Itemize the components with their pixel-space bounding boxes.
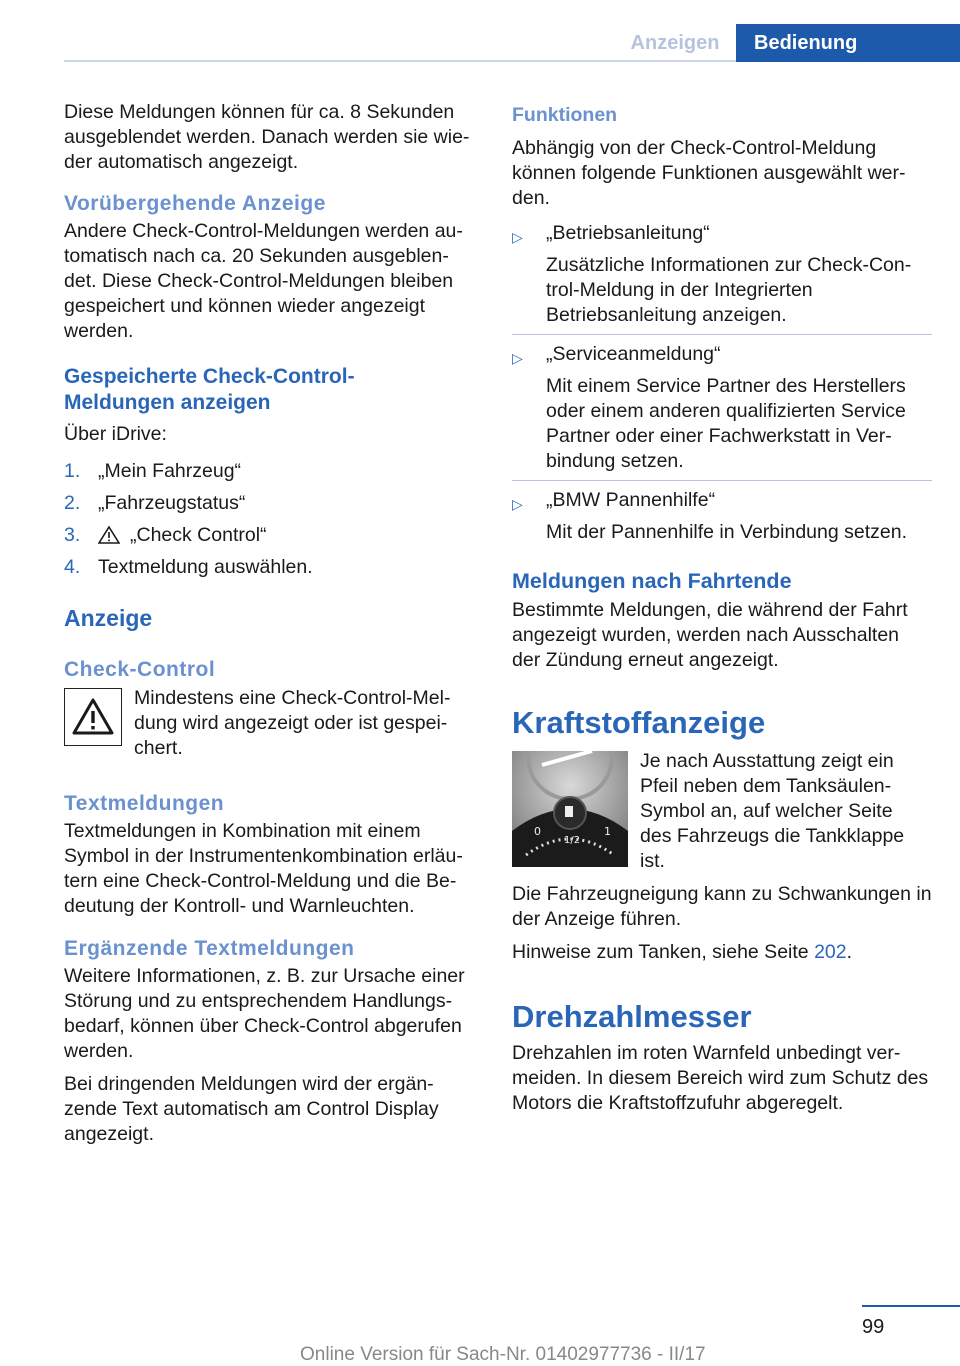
list-item: [512, 221, 932, 328]
step-text: „Check Control“: [130, 523, 267, 546]
footer-rule: [862, 1305, 960, 1307]
gauge-label-empty: 0: [534, 825, 541, 838]
bullet-title: „Serviceanmeldung“: [546, 343, 721, 365]
list-item: [64, 551, 479, 583]
reference-suffix: .: [846, 941, 853, 963]
check-control-row: [64, 686, 479, 761]
heading-anzeige: Anzeige: [64, 605, 153, 631]
page-link-202[interactable]: 202: [814, 941, 847, 963]
step-number: 4.: [64, 555, 81, 578]
step-text: „Fahrzeugstatus“: [98, 491, 246, 514]
textmeldungen-paragraph: Textmeldungen in Kombination mit einem Symbol in der Instrumentenkombination erläu- tern eine Check-Control-Meldung und die Be- deutung der Kontroll- und Warnleuchten.: [64, 820, 463, 917]
bullet-triangle-icon: ▷: [512, 496, 523, 512]
funktionen-paragraph: Abhängig von der Check-Control-Meldung können folgende Funktionen ausgewählt wer- den.: [512, 137, 906, 209]
step-text: „Mein Fahrzeug“: [98, 459, 242, 482]
tab-anzeigen[interactable]: Anzeigen: [630, 32, 720, 54]
heading-meldungen-nach-fahrtende: Meldungen nach Fahrtende: [512, 569, 792, 593]
heading-check-control: Check-Control: [64, 658, 216, 681]
funktionen-list: [512, 221, 932, 545]
bullet-title: „Betriebsanleitung“: [546, 222, 710, 244]
drehzahl-paragraph: Drehzahlen im roten Warnfeld unbedingt ver- meiden. In diesem Bereich wird zum Schutz des Motors die Kraftstoffzufuhr abgeregelt.: [512, 1042, 929, 1114]
step-number: 2.: [64, 491, 81, 514]
gauge-label-half: 1/2: [564, 835, 581, 846]
fahrtende-paragraph: Bestimmte Meldungen, die während der Fahrt angezeigt wurden, werden nach Ausschalten der Zündung erneut angezeigt.: [512, 599, 908, 671]
online-version-footer: Online Version für Sach-Nr. 01402977736 - II/17: [300, 1344, 706, 1365]
ergaenzende-paragraph-1: Weitere Informationen, z. B. zur Ursache einer Störung und zu entsprechendem Handlungs- bedarf, können über Check-Control abgerufen werden.: [64, 965, 465, 1062]
step-number: 1.: [64, 459, 81, 482]
ergaenzende-paragraph-2: Bei dringenden Meldungen wird der ergän- zende Text automatisch am Control Display angezeigt.: [64, 1073, 439, 1145]
heading-ergaenzende-textmeldungen: Ergänzende Textmeldungen: [64, 937, 355, 960]
list-item: [64, 487, 479, 519]
bullet-text: Zusätzliche Informationen zur Check-Con- trol-Meldung in der Integrierten Betriebsanleitung anzeigen.: [546, 254, 912, 326]
heading-textmeldungen: Textmeldungen: [64, 792, 225, 815]
gauge-label-full: 1: [604, 825, 611, 838]
list-item: [64, 455, 479, 487]
kraftstoff-paragraph: Je nach Ausstattung zeigt ein Pfeil neben dem Tanksäulen- Symbol an, auf welcher Seite des Fahrzeugs die Tankklappe ist.: [640, 750, 905, 872]
step-text: Textmeldung auswählen.: [98, 555, 313, 578]
fuel-gauge-row: [512, 749, 932, 874]
bullet-triangle-icon: ▷: [512, 229, 523, 245]
right-column: [512, 100, 932, 1116]
heading-drehzahlmesser: Drehzahlmesser: [512, 999, 752, 1034]
check-control-paragraph: Mindestens eine Check-Control-Mel- dung wird angezeigt oder ist gespei- chert.: [134, 687, 451, 759]
reference-prefix: Hinweise zum Tanken, siehe Seite: [512, 941, 815, 963]
list-item: [512, 488, 932, 545]
left-column: [64, 100, 479, 1147]
heading-voruebergehende-anzeige: Vorübergehende Anzeige: [64, 192, 326, 215]
warning-triangle-icon: [98, 526, 120, 544]
bullet-text: Mit der Pannenhilfe in Verbindung setzen.: [546, 521, 907, 543]
bullet-title: „BMW Pannenhilfe“: [546, 489, 716, 511]
intro-paragraph: Diese Meldungen können für ca. 8 Sekunden ausgeblendet werden. Danach werden sie wie- der automatisch angezeigt.: [64, 101, 470, 173]
list-item: [512, 342, 932, 474]
step-number: 3.: [64, 523, 81, 546]
bullet-text: Mit einem Service Partner des Herstellers oder einem anderen qualifizierten Service Partner oder einer Fachwerkstatt in Ver- bindung setzen.: [546, 375, 906, 472]
tab-bedienung[interactable]: Bedienung: [736, 24, 960, 62]
kraftstoff-paragraph-2: Die Fahrzeugneigung kann zu Schwankungen in der Anzeige führen.: [512, 883, 932, 930]
fuel-gauge-image: [512, 751, 628, 867]
list-item: [64, 519, 479, 551]
heading-gespeicherte-meldungen: Gespeicherte Check-Control- Meldungen anzeigen: [64, 365, 355, 414]
divider: [512, 334, 932, 335]
heading-kraftstoffanzeige: Kraftstoffanzeige: [512, 705, 766, 740]
check-control-warning-icon: [64, 688, 122, 746]
divider: [512, 480, 932, 481]
stored-paragraph: Über iDrive:: [64, 423, 167, 445]
heading-funktionen: Funktionen: [512, 104, 618, 126]
kraftstoff-reference: [512, 940, 932, 965]
idrive-steps: [64, 455, 479, 583]
temp-paragraph: Andere Check-Control-Meldungen werden au- tomatisch nach ca. 20 Sekunden ausgeblen- det. Diese Check-Control-Meldungen bleiben gespeichert und können wieder angezeigt werden.: [64, 220, 463, 342]
page-number: 99: [862, 1316, 885, 1338]
bullet-triangle-icon: ▷: [512, 350, 523, 366]
